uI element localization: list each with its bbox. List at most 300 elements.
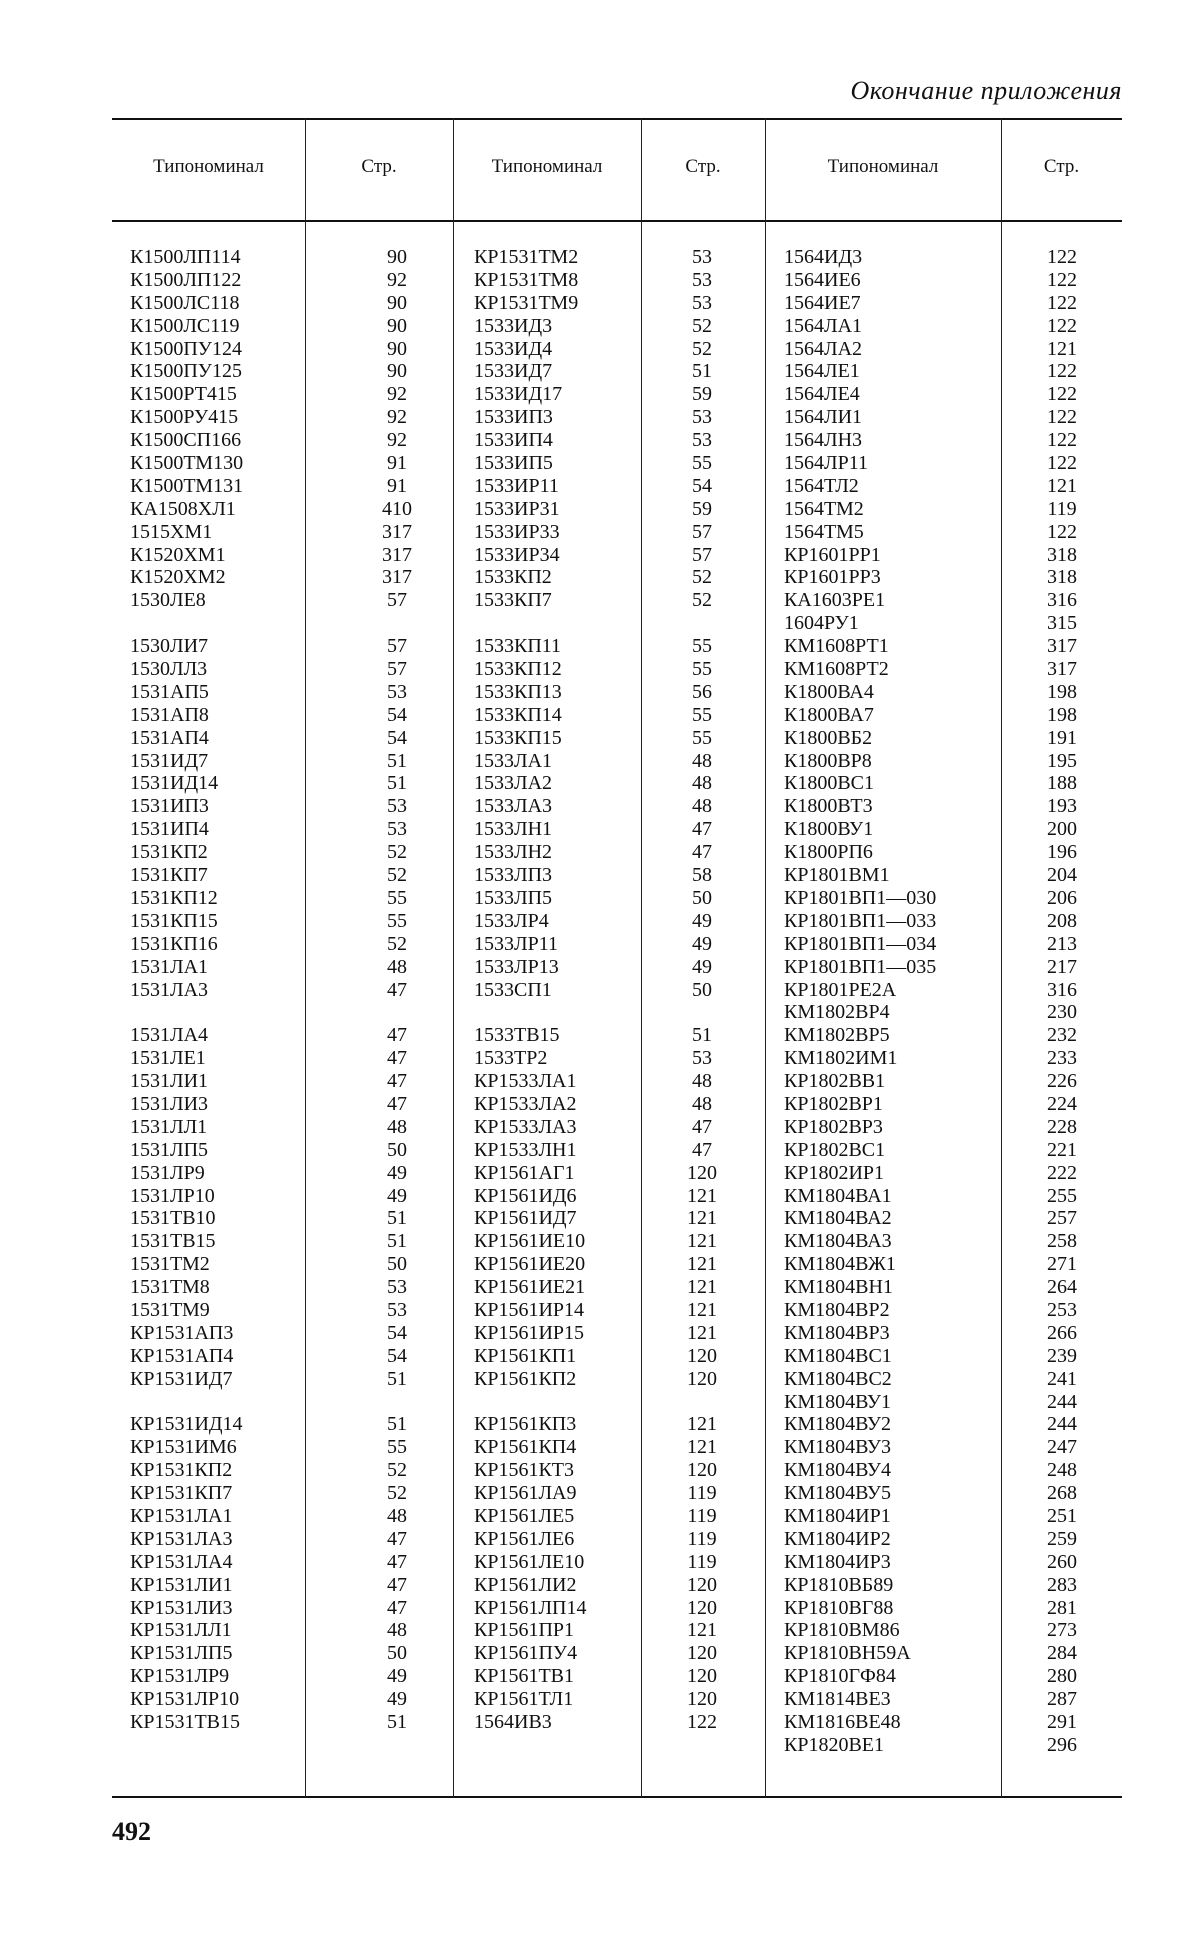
page-column-3 <box>1017 246 1107 1757</box>
table-row-type: К1500ЛС119 <box>130 314 240 337</box>
table-row-type: 1531ИД14 <box>130 772 219 795</box>
table-row-page: 56 <box>692 680 712 703</box>
table-row-type: 1533ИП4 <box>474 429 553 452</box>
table-row-type: КМ1814ВЕ3 <box>784 1688 891 1711</box>
column-divider <box>1001 118 1002 1798</box>
table-row-page: 120 <box>687 1344 717 1367</box>
table-top-rule <box>112 118 1122 120</box>
table-row-page: 53 <box>692 268 712 291</box>
table-row-page: 54 <box>387 703 407 726</box>
table-row-page: 264 <box>1047 1276 1077 1299</box>
table-row-type: 1530ЛЕ8 <box>130 589 206 612</box>
table-row-type: 1531ТВ10 <box>130 1207 216 1230</box>
table-row-type: К1520ХМ2 <box>130 566 226 589</box>
table-row-page: 90 <box>387 337 407 360</box>
header-page-3: Стр. <box>1043 156 1080 177</box>
table-row-page: 52 <box>387 932 407 955</box>
table-row-type: КР1531КП2 <box>130 1459 233 1482</box>
table-row-page: 47 <box>387 1573 407 1596</box>
table-row-type: КР1801ВП1—035 <box>784 955 937 978</box>
table-row-page: 122 <box>1047 268 1077 291</box>
header-page-2: Стр. <box>685 156 721 177</box>
table-row-type: 1533ИД17 <box>474 383 563 406</box>
appendix-end-heading: Окончание приложения <box>850 76 1122 105</box>
table-row-type <box>474 612 641 635</box>
table-row-type: К1500СП166 <box>130 429 242 452</box>
table-row-page: 49 <box>387 1665 407 1688</box>
type-column-2 <box>474 246 641 1734</box>
table-row-page: 318 <box>1047 566 1077 589</box>
table-row-type: КР1561КТ3 <box>474 1459 575 1482</box>
table-header-rule <box>112 220 1122 222</box>
table-row-page: 49 <box>387 1161 407 1184</box>
table-row-page: 55 <box>692 726 712 749</box>
table-row-type: КР1561ПУ4 <box>474 1642 578 1665</box>
table-row-type <box>474 1001 641 1024</box>
table-row-page: 259 <box>1047 1527 1077 1550</box>
table-row-type: КМ1816ВЕ48 <box>784 1711 901 1733</box>
table-row-page: 317 <box>1047 658 1077 681</box>
table-row-page: 119 <box>687 1504 717 1527</box>
table-row-type: К1800ВБ2 <box>784 726 873 749</box>
table-row-page: 121 <box>687 1413 717 1436</box>
table-row-type: 1531ТМ8 <box>130 1276 210 1299</box>
table-row-page: 283 <box>1047 1573 1077 1596</box>
table-row-page: 47 <box>692 841 712 864</box>
table-row-type: КМ1804ВР2 <box>784 1298 890 1321</box>
table-row-page: 239 <box>1047 1344 1077 1367</box>
table-row-page: 54 <box>387 1321 407 1344</box>
table-row-page: 52 <box>387 841 407 864</box>
table-row-page: 121 <box>1047 337 1077 360</box>
table-row-type: 1533КП13 <box>474 680 562 703</box>
table-row-page: 47 <box>387 1527 407 1550</box>
table-row-type: КР1533ЛА1 <box>474 1070 577 1093</box>
table-row-page: 54 <box>387 726 407 749</box>
table-row-type: КР1802ВР3 <box>784 1115 883 1138</box>
table-row-type: КР1561ЛЕ5 <box>474 1504 575 1527</box>
table-row-page: 55 <box>692 703 712 726</box>
table-row-type: 1533ТР2 <box>474 1047 548 1070</box>
table-row-page: 198 <box>1047 680 1077 703</box>
table-row-type: КМ1804ВС2 <box>784 1367 892 1390</box>
table-row-page: 57 <box>387 635 407 658</box>
table-row-page: 54 <box>692 474 712 497</box>
table-row-type <box>130 1391 305 1414</box>
table-row-page: 119 <box>687 1527 717 1550</box>
table-row-page: 260 <box>1047 1550 1077 1573</box>
table-row-page: 55 <box>387 1436 407 1459</box>
table-row-type: КР1531ИМ6 <box>130 1436 237 1459</box>
table-row-page: 120 <box>687 1367 717 1390</box>
table-row-page <box>657 1391 747 1414</box>
table-row-type: КР1531ЛЛ1 <box>130 1619 232 1642</box>
table-row-type: 1533ИД4 <box>474 337 553 360</box>
table-row-type: КР1561ПР1 <box>474 1619 575 1642</box>
table-row-page: 53 <box>692 429 712 452</box>
table-row-type: 1531ЛА4 <box>130 1024 209 1047</box>
table-row-page: 53 <box>387 1276 407 1299</box>
table-row-type: К1500ЛП122 <box>130 268 242 291</box>
table-row-type: 1533ЛП3 <box>474 864 553 887</box>
table-row-page: 120 <box>687 1596 717 1619</box>
table-row-page: 273 <box>1047 1619 1077 1642</box>
table-row-page: 120 <box>687 1665 717 1688</box>
table-row-page: 55 <box>692 635 712 658</box>
table-row-page: 48 <box>387 1619 407 1642</box>
table-row-page: 90 <box>387 360 407 383</box>
table-row-page: 48 <box>692 1092 712 1115</box>
table-row-type: 1533ЛР13 <box>474 955 559 978</box>
column-divider <box>765 118 766 1798</box>
table-row-page: 121 <box>687 1184 717 1207</box>
table-row-type: КР1801ВМ1 <box>784 864 890 887</box>
table-row-type: 1533ЛР11 <box>474 932 558 955</box>
table-row-type: КМ1804ВЖ1 <box>784 1253 896 1276</box>
table-row-page: 244 <box>1047 1413 1077 1436</box>
table-row-type: 1530ЛЛ3 <box>130 658 208 681</box>
table-row-page: 50 <box>692 886 712 909</box>
table-row-page: 196 <box>1047 841 1077 864</box>
table-row-page: 120 <box>687 1642 717 1665</box>
table-row-page: 48 <box>387 1115 407 1138</box>
table-row-page: 208 <box>1047 909 1077 932</box>
table-row-type: 1531ЛИ1 <box>130 1070 209 1093</box>
table-row-page: 241 <box>1047 1367 1077 1390</box>
table-row-page: 121 <box>687 1253 717 1276</box>
table-row-type: КР1531АП4 <box>130 1344 234 1367</box>
table-row-page: 193 <box>1047 795 1077 818</box>
table-row-page: 121 <box>687 1230 717 1253</box>
table-row-page: 51 <box>387 1230 407 1253</box>
table-row-type: КР1531КП7 <box>130 1482 233 1505</box>
table-row-type: К1520ХМ1 <box>130 543 226 566</box>
table-row-page: 228 <box>1047 1115 1077 1138</box>
table-row-page: 50 <box>387 1253 407 1276</box>
table-row-type: 1531ЛР10 <box>130 1184 215 1207</box>
table-row-type: КР1533ЛА3 <box>474 1115 577 1138</box>
table-row-type: КМ1804ВА2 <box>784 1207 892 1230</box>
table-row-type: КР1561КП2 <box>474 1367 577 1390</box>
table-row-type: КМ1802ИМ1 <box>784 1047 898 1070</box>
table-row-type: К1500ПУ125 <box>130 360 242 383</box>
table-row-page: 122 <box>1047 291 1077 314</box>
table-row-page: 195 <box>1047 749 1077 772</box>
table-row-page: 50 <box>692 978 712 1001</box>
table-row-page: 204 <box>1047 864 1077 887</box>
table-row-page: 49 <box>692 932 712 955</box>
table-row-page: 253 <box>1047 1298 1077 1321</box>
table-row-page: 55 <box>692 658 712 681</box>
table-row-type: КМ1802ВР4 <box>784 1001 890 1024</box>
table-row-type: КМ1804ИР1 <box>784 1504 891 1527</box>
table-row-page: 213 <box>1047 932 1077 955</box>
table-row-page: 53 <box>387 1298 407 1321</box>
table-row-page: 122 <box>1047 452 1077 475</box>
table-row-type: КР1561ЛП14 <box>474 1596 587 1619</box>
table-row-page: 255 <box>1047 1184 1077 1207</box>
table-row-page: 49 <box>387 1184 407 1207</box>
table-row-page: 55 <box>387 886 407 909</box>
table-row-type: КР1531АП3 <box>130 1321 234 1344</box>
table-row-type: 1533КП7 <box>474 589 552 612</box>
table-row-page: 122 <box>1047 246 1077 268</box>
table-row-page: 217 <box>1047 955 1077 978</box>
header-type-3: Типономинал <box>827 156 939 177</box>
table-row-type: КР1531ЛА1 <box>130 1504 233 1527</box>
table-row-type: 1531ЛА1 <box>130 955 209 978</box>
table-row-page: 50 <box>387 1642 407 1665</box>
table-row-page: 47 <box>387 1047 407 1070</box>
table-row-type: КР1802ИР1 <box>784 1161 885 1184</box>
table-row-type: К1800РП6 <box>784 841 873 864</box>
table-row-page: 230 <box>1047 1001 1077 1024</box>
table-row-page: 121 <box>687 1619 717 1642</box>
table-row-type: 1564ЛЕ4 <box>784 383 860 406</box>
table-row-page: 51 <box>387 772 407 795</box>
table-row-page <box>357 1001 437 1024</box>
table-row-type: КР1531ЛР10 <box>130 1688 240 1711</box>
table-row-page: 48 <box>387 1504 407 1527</box>
table-row-page: 316 <box>1047 978 1077 1001</box>
table-row-type: КА1603РЕ1 <box>784 589 886 612</box>
table-row-page: 51 <box>387 1207 407 1230</box>
table-row-page: 57 <box>692 543 712 566</box>
table-row-page: 53 <box>387 795 407 818</box>
table-row-type: 1564ЛА2 <box>784 337 863 360</box>
table-row-type: 1531ИД7 <box>130 749 209 772</box>
table-row-page: 47 <box>387 1024 407 1047</box>
table-row-type: КР1801ВП1—030 <box>784 886 937 909</box>
table-row-type: 1533ИД7 <box>474 360 553 383</box>
table-row-page: 119 <box>687 1550 717 1573</box>
table-row-page <box>357 612 437 635</box>
table-row-type: КР1531ТМ9 <box>474 291 579 314</box>
table-row-page: 281 <box>1047 1596 1077 1619</box>
table-row-page <box>657 612 747 635</box>
table-row-page: 48 <box>692 772 712 795</box>
table-row-page: 122 <box>1047 429 1077 452</box>
table-row-page: 47 <box>692 818 712 841</box>
table-row-page: 48 <box>692 1070 712 1093</box>
table-row-type: КР1601РР3 <box>784 566 881 589</box>
table-row-type: КР1531ТВ15 <box>130 1711 241 1733</box>
table-row-page: 52 <box>692 566 712 589</box>
table-row-type: 1531ЛЛ1 <box>130 1115 208 1138</box>
page-number: 492 <box>112 1817 151 1846</box>
table-row-page: 53 <box>692 1047 712 1070</box>
table-row-type: 1531ЛИ3 <box>130 1092 209 1115</box>
table-row-type: 1533ИП5 <box>474 452 553 475</box>
table-row-page: 280 <box>1047 1665 1077 1688</box>
table-row-type: 1530ЛИ7 <box>130 635 209 658</box>
table-row-type: КР1561ИД7 <box>474 1207 577 1230</box>
table-row-type: КР1561ИЕ10 <box>474 1230 586 1253</box>
table-row-type: КР1561ТЛ1 <box>474 1688 574 1711</box>
table-row-type: КР1801ВП1—034 <box>784 932 937 955</box>
table-row-type: КР1531ЛР9 <box>130 1665 230 1688</box>
table-row-page: 47 <box>692 1115 712 1138</box>
table-row-page: 92 <box>387 383 407 406</box>
table-row-page: 51 <box>387 1711 407 1733</box>
table-row-page: 51 <box>692 1024 712 1047</box>
table-row-page: 57 <box>387 658 407 681</box>
column-divider <box>641 118 642 1798</box>
page-column-1 <box>357 246 437 1734</box>
table-row-type: 1531КП2 <box>130 841 208 864</box>
table-row-page: 251 <box>1047 1504 1077 1527</box>
table-row-type: 1531ЛЕ1 <box>130 1047 206 1070</box>
table-row-page: 121 <box>687 1436 717 1459</box>
table-row-page: 266 <box>1047 1321 1077 1344</box>
table-row-type: К1500ТМ131 <box>130 474 244 497</box>
table-row-type: КА1508ХЛ1 <box>130 497 236 520</box>
table-row-type: 1564ЛА1 <box>784 314 863 337</box>
table-row-type: 1531ИП3 <box>130 795 209 818</box>
table-row-type: 1533КП2 <box>474 566 552 589</box>
table-row-page: 91 <box>387 474 407 497</box>
table-row-type: КР1561ИЕ21 <box>474 1276 586 1299</box>
table-row-page: 52 <box>387 864 407 887</box>
table-row-page: 318 <box>1047 543 1077 566</box>
table-row-page: 122 <box>1047 383 1077 406</box>
table-row-page: 52 <box>692 337 712 360</box>
page-column-2 <box>657 246 747 1734</box>
table-row-page: 47 <box>387 1596 407 1619</box>
table-row-type: 1564ТЛ2 <box>784 474 859 497</box>
table-row-page: 90 <box>387 314 407 337</box>
table-row-type: К1800ВУ1 <box>784 818 874 841</box>
table-row-page: 47 <box>387 1550 407 1573</box>
table-row-type: К1500РТ415 <box>130 383 237 406</box>
table-row-page: 47 <box>387 978 407 1001</box>
table-row-page: 121 <box>687 1276 717 1299</box>
table-row-type: КР1531ТМ8 <box>474 268 579 291</box>
table-row-page: 54 <box>387 1344 407 1367</box>
table-row-type <box>130 1001 305 1024</box>
header-type-1: Типономинал <box>153 156 264 177</box>
table-row-type: К1500ЛП114 <box>130 246 241 268</box>
table-row-page: 49 <box>692 909 712 932</box>
table-row-type: КР1561ИД6 <box>474 1184 577 1207</box>
column-divider <box>453 118 454 1798</box>
table-row-type: 1533КП15 <box>474 726 562 749</box>
table-row-type: 1533ИР34 <box>474 543 560 566</box>
table-row-type: 1533ЛА2 <box>474 772 553 795</box>
table-row-type: 1533ИП3 <box>474 406 553 429</box>
table-row-page: 122 <box>1047 406 1077 429</box>
table-row-type: 1564ИД3 <box>784 246 863 268</box>
table-row-type: 1531ЛР9 <box>130 1161 205 1184</box>
table-row-page: 122 <box>1047 314 1077 337</box>
table-row-page: 51 <box>387 1367 407 1390</box>
table-row-page: 49 <box>692 955 712 978</box>
table-row-type: КМ1804ВС1 <box>784 1344 892 1367</box>
table-row-type: КР1531ИД7 <box>130 1367 233 1390</box>
table-row-page: 59 <box>692 383 712 406</box>
table-row-type: 1533ЛА1 <box>474 749 553 772</box>
table-row-page: 317 <box>382 543 412 566</box>
table-row-page: 316 <box>1047 589 1077 612</box>
table-row-page: 48 <box>692 795 712 818</box>
table-row-page: 198 <box>1047 703 1077 726</box>
table-row-page: 58 <box>692 864 712 887</box>
table-row-type: КР1810ВБ89 <box>784 1573 894 1596</box>
table-row-page <box>357 1391 437 1414</box>
table-row-page: 47 <box>692 1138 712 1161</box>
table-row-type: КМ1804ВУ5 <box>784 1482 892 1505</box>
table-row-page: 92 <box>387 406 407 429</box>
table-row-type: КР1531ЛИ1 <box>130 1573 233 1596</box>
table-row-type: 1531КП7 <box>130 864 208 887</box>
table-row-type: КМ1804ВУ2 <box>784 1413 892 1436</box>
table-row-type: К1500ПУ124 <box>130 337 242 360</box>
table-row-page: 120 <box>687 1161 717 1184</box>
table-row-type: 1531ЛА3 <box>130 978 209 1001</box>
table-row-type: КР1531ЛИ3 <box>130 1596 233 1619</box>
table-row-type: 1564ТМ5 <box>784 520 864 543</box>
table-row-page: 121 <box>687 1298 717 1321</box>
table-row-page: 248 <box>1047 1459 1077 1482</box>
table-row-page: 52 <box>387 1459 407 1482</box>
table-row-type: 1533ИД3 <box>474 314 553 337</box>
table-row-type: КР1561ИЕ20 <box>474 1253 586 1276</box>
table-row-page: 47 <box>387 1070 407 1093</box>
table-row-type: 1531ИП4 <box>130 818 209 841</box>
table-row-page: 121 <box>687 1321 717 1344</box>
table-row-type: КР1561КП3 <box>474 1413 577 1436</box>
table-row-page: 244 <box>1047 1390 1077 1413</box>
table-row-type: КМ1804ВА3 <box>784 1230 892 1253</box>
table-row-page: 120 <box>687 1459 717 1482</box>
table-row-type: КР1801ВП1—033 <box>784 909 937 932</box>
table-row-page: 52 <box>692 314 712 337</box>
table-row-type: КР1561ИР15 <box>474 1321 585 1344</box>
table-row-type: 1533ЛН1 <box>474 818 553 841</box>
table-row-type: КМ1608РТ2 <box>784 658 889 681</box>
table-row-type: 1564ЛН3 <box>784 429 863 452</box>
table-row-page: 122 <box>687 1711 717 1733</box>
table-bottom-rule <box>112 1796 1122 1798</box>
table-row-type: 1533ЛН2 <box>474 841 553 864</box>
table-row-type: 1564ТМ2 <box>784 497 864 520</box>
table-row-page: 53 <box>692 246 712 268</box>
table-row-page: 92 <box>387 429 407 452</box>
table-row-type: КР1531ЛП5 <box>130 1642 233 1665</box>
table-row-page: 317 <box>382 520 412 543</box>
table-row-page: 51 <box>387 749 407 772</box>
table-row-page: 315 <box>1047 612 1077 635</box>
table-row-type: 1531ЛП5 <box>130 1138 209 1161</box>
table-row-type: К1500ЛС118 <box>130 291 240 314</box>
table-row-type: КР1531ЛА3 <box>130 1527 233 1550</box>
table-row-page: 57 <box>692 520 712 543</box>
table-row-page: 226 <box>1047 1070 1077 1093</box>
table-row-type: 1515ХМ1 <box>130 520 213 543</box>
table-row-page: 120 <box>687 1573 717 1596</box>
type-column-3 <box>784 246 1001 1757</box>
table-row-page: 59 <box>692 497 712 520</box>
table-row-type: 1533КП14 <box>474 703 562 726</box>
table-row-type: 1533ЛП5 <box>474 886 553 909</box>
table-row-page: 53 <box>692 291 712 314</box>
table-row-type: К1800ВТ3 <box>784 795 873 818</box>
column-divider <box>305 118 306 1798</box>
table-row-page <box>657 1001 747 1024</box>
table-row-type: К1800ВР8 <box>784 749 872 772</box>
table-row-type: 1533СП1 <box>474 978 552 1001</box>
table-row-type: 1564ЛР11 <box>784 452 868 475</box>
